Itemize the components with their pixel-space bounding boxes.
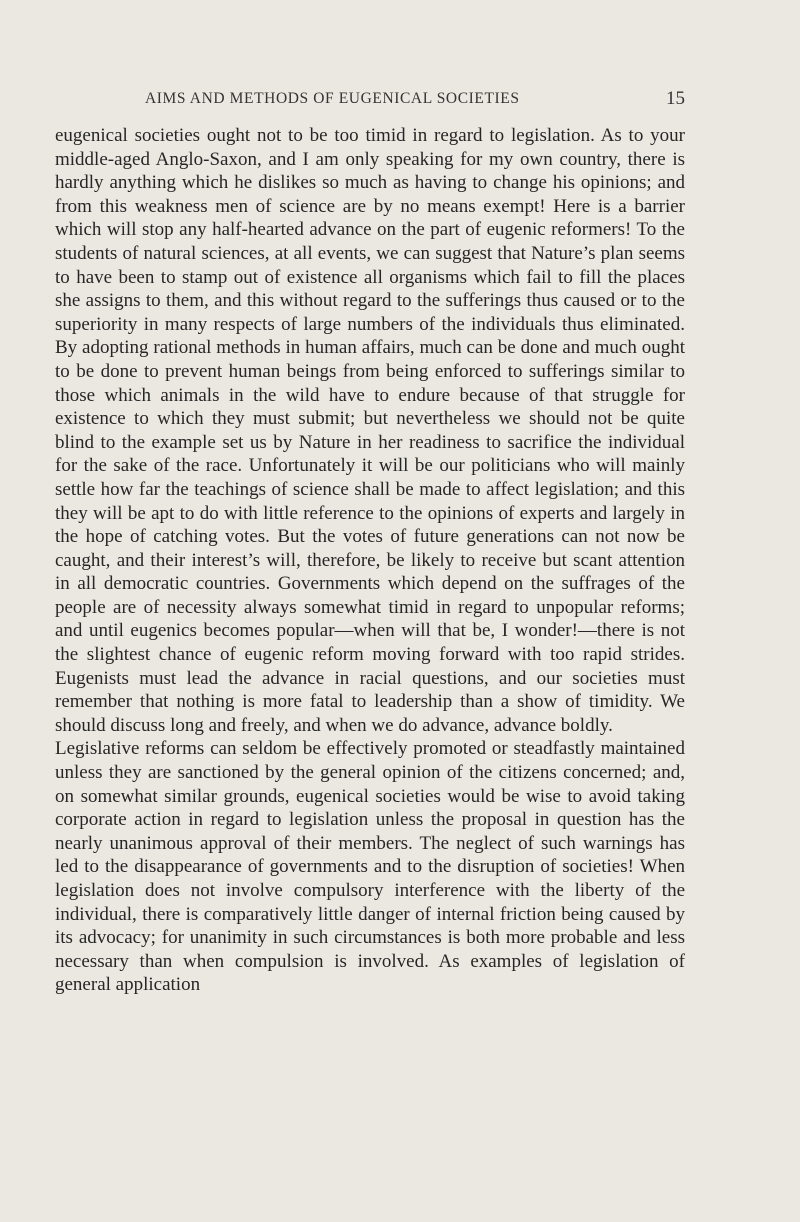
body-text — [55, 124, 685, 997]
running-head: AIMS AND METHODS OF EUGENICAL SOCIETIES — [145, 90, 520, 107]
paragraph: Legislative reforms can seldom be effectively promoted or steadfastly maintained unless they are sanctioned by the general opinion of the citizens concerned; and, on somewhat similar grounds, eugenical societies would be wise to avoid taking corporate action in regard to legislation unless the proposal in question has the nearly unanimous approval of their members. The neglect of such warnings has led to the disappearance of governments and to the disruption of societies! When legislation does not involve compulsory interference with the liberty of the individual, there is comparatively little danger of internal friction being caused by its advocacy; for unanimity in such circumstances is both more probable and less necessary than when compulsion is involved. As examples of legislation of general application — [55, 738, 685, 996]
paragraph: eugenical societies ought not to be too timid in regard to legislation. As to your middle-aged Anglo-Saxon, and I am only speaking for my own country, there is hardly anything which he dislikes so much as having to change his opinions; and from this weakness men of science are by no means exempt! Here is a barrier which will stop any half-hearted advance on the part of eugenic reformers! To the students of natural sciences, at all events, we can suggest that Nature’s plan seems to have been to stamp out of existence all organisms which fail to fill the places she assigns to them, and this without regard to the sufferings thus caused or to the superiority in many respects of large numbers of the individuals thus eliminated. By adopting rational methods in human affairs, much can be done and much ought to be done to prevent human beings from being enforced to sufferings similar to those which animals in the wild have to endure because of that struggle for existence to which they must submit; but nevertheless we should not be quite blind to the example set us by Nature in her readiness to sacrifice the individual for the sake of the race. Unfortunately it will be our politicians who will mainly settle how far the teachings of science shall be made to affect legislation; and this they will be apt to do with little reference to the opinions of experts and largely in the hope of catching votes. But the votes of future generations can not now be caught, and their interest’s will, therefore, be likely to receive but scant attention in all democratic countries. Governments which depend on the suffrages of the people are of necessity always somewhat timid in regard to unpopular reforms; and until eugenics becomes popular—when will that be, I wonder!—there is not the slightest chance of eugenic reform moving forward with too rapid strides. Eugenists must lead the advance in racial questions, and our societies must remember that nothing is more fatal to leadership than a show of timidity. We should discuss long and freely, and when we do advance, advance boldly. — [55, 125, 685, 736]
page-header — [55, 88, 685, 112]
page-number: 15 — [666, 88, 685, 109]
